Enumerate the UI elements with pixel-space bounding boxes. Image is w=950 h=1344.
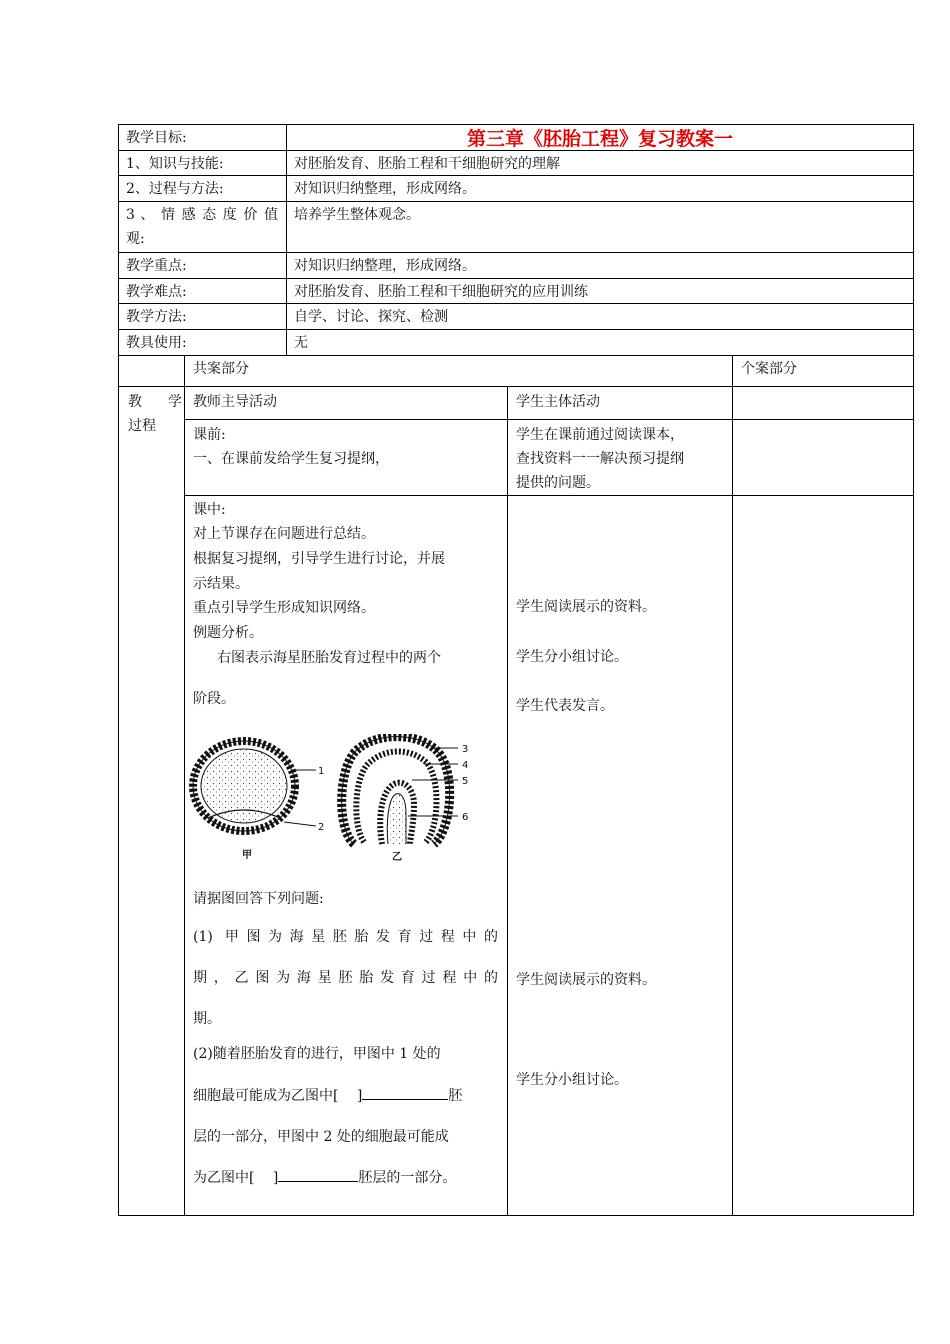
tools-label: 教具使用:	[126, 335, 187, 351]
key-point-label: 教学重点:	[126, 258, 187, 274]
figure-number-2: 2	[318, 822, 325, 833]
difficulty-value: 对胚胎发育、胚胎工程和干细胞研究的应用训练	[294, 284, 588, 300]
row-divider	[118, 329, 914, 330]
row-divider	[184, 419, 914, 420]
in-class-student-line: 学生分小组讨论。	[516, 649, 628, 665]
individual-section-label: 个案部分	[741, 361, 797, 377]
blastula-diagram	[193, 741, 316, 831]
in-class-teacher-line: 根据复习提纲，引导学生进行讨论，并展	[193, 551, 445, 567]
question-2-text: 细胞最可能成为乙图中[ ]	[193, 1088, 363, 1104]
row-divider	[118, 303, 914, 304]
process-method-value: 对知识归纳整理，形成网络。	[294, 181, 476, 197]
knowledge-skill-label: 1、知识与技能:	[126, 156, 224, 172]
row-divider	[118, 175, 914, 176]
question-1-line2: 期，乙图为海星胚胎发育过程中的	[193, 970, 498, 986]
shared-section-label: 共案部分	[193, 361, 249, 377]
pre-class-teacher-line: 课前:	[193, 427, 226, 443]
column-divider	[507, 386, 508, 1216]
in-class-teacher-line: 对上节课存在问题进行总结。	[193, 526, 375, 542]
pre-class-teacher-line: 一、在课前发给学生复习提纲，	[193, 451, 389, 467]
question-2-line3: 层的一部分，甲图中 2 处的细胞最可能成	[193, 1129, 449, 1145]
column-divider	[184, 355, 185, 1216]
table-top-border	[118, 124, 914, 125]
teacher-activity-header: 教师主导活动	[193, 394, 277, 410]
figure-number-5: 5	[462, 776, 469, 787]
figure-number-3: 3	[462, 744, 469, 755]
attitude-label-line1: 3 、 情 感 态 度 价 值	[126, 207, 278, 223]
pre-class-student-line: 查找资料一一解决预习提纲	[516, 451, 684, 467]
row-divider	[118, 252, 914, 253]
question-2-line4	[193, 1169, 456, 1187]
attitude-label-line2: 观:	[126, 231, 145, 247]
in-class-student-line: 学生代表发言。	[516, 698, 614, 714]
row-divider	[118, 355, 914, 356]
answer-blank[interactable]	[362, 1087, 448, 1100]
gastrula-diagram	[342, 737, 458, 844]
answer-blank[interactable]	[278, 1169, 358, 1182]
process-label-line1: 教 学	[128, 394, 188, 410]
in-class-teacher-line: 例题分析。	[193, 625, 263, 641]
table-right-border	[913, 124, 914, 1216]
knowledge-skill-value: 对胚胎发育、胚胎工程和干细胞研究的理解	[294, 156, 560, 172]
row-divider	[118, 201, 914, 202]
difficulty-label: 教学难点:	[126, 284, 187, 300]
question-1-line3: 期。	[193, 1011, 221, 1027]
key-point-value: 对知识归纳整理，形成网络。	[294, 258, 476, 274]
tools-value: 无	[294, 335, 308, 351]
table-left-border	[118, 124, 119, 1216]
method-value: 自学、讨论、探究、检测	[294, 309, 448, 325]
figure-caption-left: 甲	[242, 850, 252, 861]
in-class-student-line: 学生分小组讨论。	[516, 1072, 628, 1088]
question-1-line1: (1) 甲图为海星胚胎发育过程中的	[193, 929, 498, 945]
attitude-value: 培养学生整体观念。	[294, 207, 420, 223]
question-2-line1: (2)随着胚胎发育的进行，甲图中 1 处的	[193, 1046, 441, 1062]
in-class-student-line: 学生阅读展示的资料。	[516, 599, 656, 615]
question-2-text: 胚	[448, 1088, 463, 1104]
student-activity-header: 学生主体活动	[516, 394, 600, 410]
in-class-teacher-line: 示结果。	[193, 576, 249, 592]
row-divider	[118, 278, 914, 279]
in-class-teacher-line: 阶段。	[193, 691, 235, 707]
question-2-text: 胚层的一部分。	[358, 1170, 457, 1186]
question-2-line2	[193, 1087, 462, 1105]
figure-number-1: 1	[318, 766, 325, 777]
table-bottom-border	[118, 1215, 914, 1216]
pre-class-student-line: 学生在课前通过阅读课本，	[516, 427, 684, 443]
row-divider	[118, 386, 914, 387]
question-2-text: 为乙图中[ ]	[193, 1170, 279, 1186]
pre-class-student-line: 提供的问题。	[516, 475, 600, 491]
figure-number-6: 6	[462, 812, 469, 823]
question-intro: 请据图回答下列问题:	[193, 891, 324, 907]
figure-caption-right: 乙	[392, 852, 402, 863]
column-divider	[286, 124, 287, 355]
in-class-teacher-line: 课中:	[193, 502, 226, 518]
process-method-label: 2、过程与方法:	[126, 181, 224, 197]
row-divider	[184, 495, 914, 496]
in-class-teacher-line: 右图表示海星胚胎发育过程中的两个	[217, 650, 441, 666]
column-divider	[732, 355, 733, 1216]
goal-label: 教学目标:	[126, 130, 187, 146]
process-label-line2: 过程	[128, 418, 156, 434]
in-class-teacher-line: 重点引导学生形成知识网络。	[193, 600, 375, 616]
in-class-student-line: 学生阅读展示的资料。	[516, 972, 656, 988]
starfish-embryo-figure	[188, 734, 488, 864]
method-label: 教学方法:	[126, 309, 187, 325]
figure-number-4: 4	[462, 760, 469, 771]
document-title: 第三章《胚胎工程》复习教案一	[466, 128, 733, 150]
